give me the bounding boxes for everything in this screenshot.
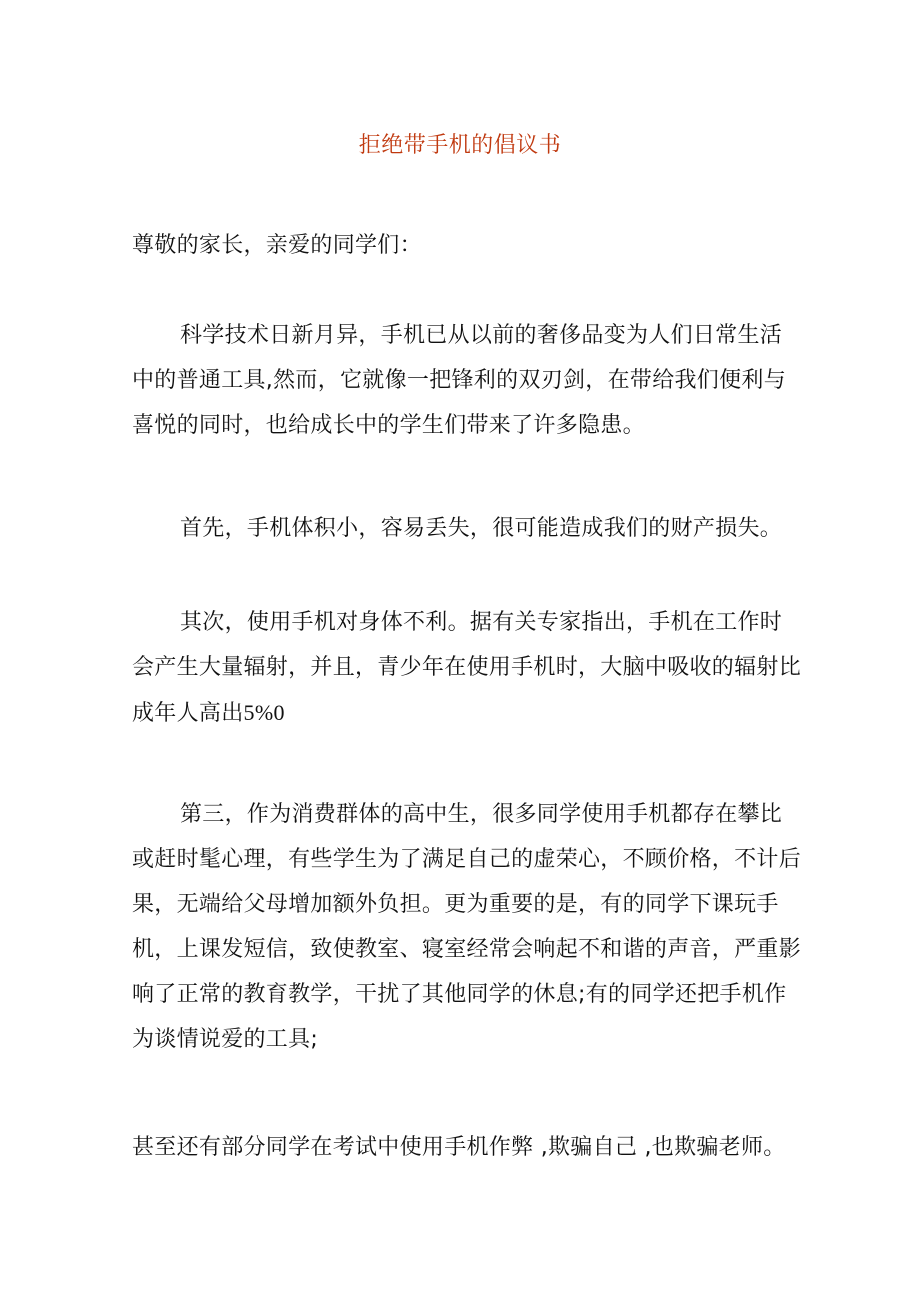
radiation-figure: 5%0 — [243, 700, 285, 725]
greeting-line: 尊敬的家长，亲爱的同学们： — [132, 233, 422, 258]
paragraph-third-point: 第三，作为消费群体的高中生，很多同学使用手机都存在攀比或赶时髦心理，有些学生为了满足自己的虚荣心，不顾价格，不计后果，无端给父母增加额外负担。更为重要的是，有的同学下课玩手机，上课发短信，致使教室、寝室经常会响起不和谐的声音，严重影响了正常的教育教学，干扰了其他同学的休息;有的同学还把手机作为谈情说爱的工具; — [132, 802, 802, 1052]
paragraph-intro: 科学技术日新月异，手机已从以前的奢侈品变为人们日常生活中的普通工具,然而，它就像一把锋利的双刃剑，在带给我们便利与喜悦的同时，也给成长中的学生们带来了许多隐患。 — [132, 323, 786, 438]
paragraph-first-point: 首先，手机体积小，容易丢失，很可能造成我们的财产损失。 — [180, 516, 783, 541]
document-title: 拒绝带手机的倡议书 — [358, 133, 562, 158]
paragraph-second-point — [132, 600, 804, 736]
paragraph-second-point-text: 其次，使用手机对身体不利。据有关专家指出，手机在工作时会产生大量辐射，并且，青少年在使用手机时，大脑中吸收的辐射比成年人高出 — [132, 610, 802, 726]
paragraph-cheating: 甚至还有部分同学在考试中使用手机作弊 ,欺骗自己 ,也欺骗老师。 — [132, 1135, 786, 1160]
